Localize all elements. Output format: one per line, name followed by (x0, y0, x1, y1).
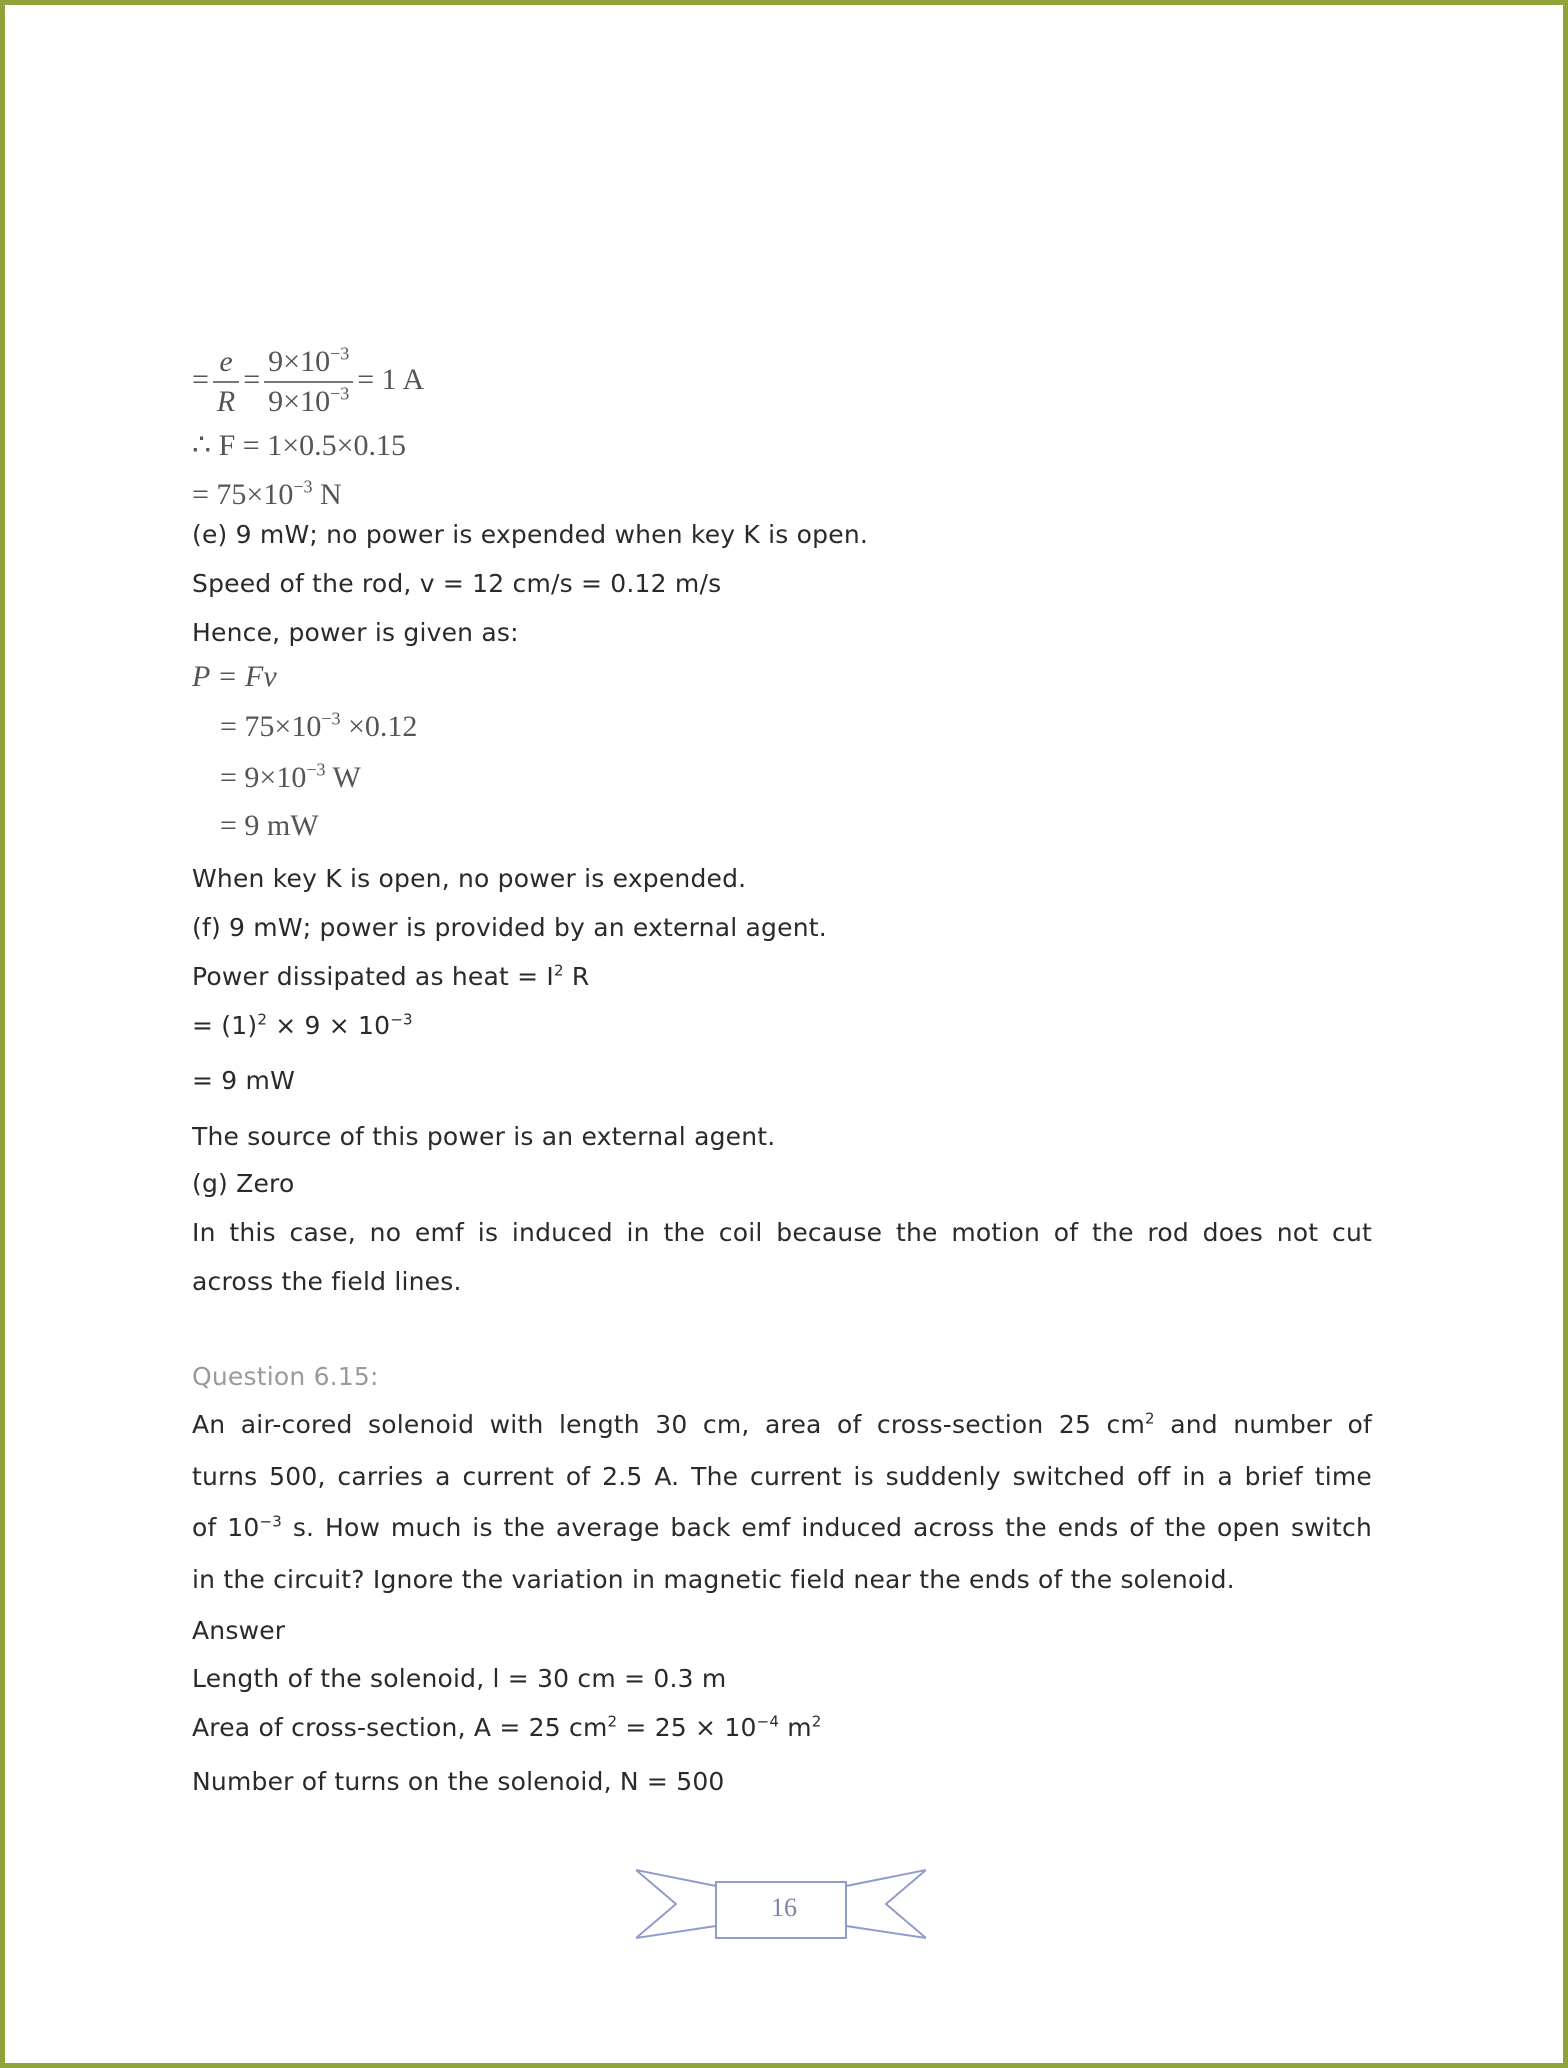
page-number-ribbon (636, 1860, 926, 1944)
part-g-heading: (g) Zero (192, 1169, 295, 1198)
equals-sign: = (192, 362, 209, 396)
part-f-dissipated: Power dissipated as heat = $I^2$ R (192, 961, 590, 991)
part-f-heading: (f) 9 mW; power is provided by an external agent. (192, 913, 827, 942)
part-e-conclusion: When key K is open, no power is expended. (192, 864, 747, 893)
page-number: 16 (771, 1893, 797, 1922)
formula-force-result: = $75\times 10^{-3}$ N (192, 476, 342, 511)
answer-turns: Number of turns on the solenoid, N = 500 (192, 1767, 725, 1796)
part-f-calc: = $(1)^2 \times 9 \times 10^{-3}$ (192, 1010, 413, 1040)
formula-power: P = Fv (192, 660, 277, 693)
formula-power-step2: = $9\times 10^{-3}$ W (220, 759, 361, 794)
question-line2: turns 500, carries a current of 2.5 A. The current is suddenly switched off in a brief time (192, 1462, 1372, 1491)
formula-force: ∴ F = 1×0.5×0.15 (192, 429, 407, 462)
part-e-speed: Speed of the rod, v = 12 cm/s = 0.12 m/s (192, 569, 722, 598)
part-f-result: = 9 mW (192, 1066, 296, 1095)
question-line4: in the circuit? Ignore the variation in magnetic field near the ends of the solenoid. (192, 1565, 1235, 1594)
answer-length: Length of the solenoid, l = 30 cm = 0.3 m (192, 1664, 727, 1693)
formula-power-step1: = $75\times 10^{-3} \times 0.12$ (220, 708, 418, 743)
part-e-hence: Hence, power is given as: (192, 618, 519, 647)
part-e-heading: (e) 9 mW; no power is expended when key K is open. (192, 520, 869, 549)
formula-current: = $\frac{e}{R}$ = $\frac{9\times 10^{-3}}{9\times 10^{-3}}$ = 1 A (192, 343, 425, 418)
part-g-explanation-line1: In this case, no emf is induced in the coil because the motion of the rod does not cut (192, 1218, 1372, 1247)
answer-area: Area of cross-section, A = 25 $cm^2 = 25 \times 10^{-4}$ $m^2$ (192, 1712, 822, 1742)
fraction-numeric: $\frac{9\times 10^{-3}}{9\times 10^{-3}}$ (264, 345, 353, 419)
question-line1: An air-cored solenoid with length 30 cm, area of cross-section 25 $cm^2$ and number of (192, 1409, 1372, 1439)
answer-label: Answer (192, 1616, 286, 1645)
formula-power-result: = 9 mW (220, 809, 319, 842)
question-line3: of $10^{-3}$ s. How much is the average back emf induced across the ends of the open switch (192, 1512, 1373, 1542)
fraction-e-over-r: $\frac{e}{R}$ (213, 345, 239, 419)
question-label: Question 6.15: (192, 1362, 379, 1391)
part-g-explanation-line2: across the field lines. (192, 1267, 462, 1296)
part-f-source: The source of this power is an external agent. (192, 1122, 776, 1151)
